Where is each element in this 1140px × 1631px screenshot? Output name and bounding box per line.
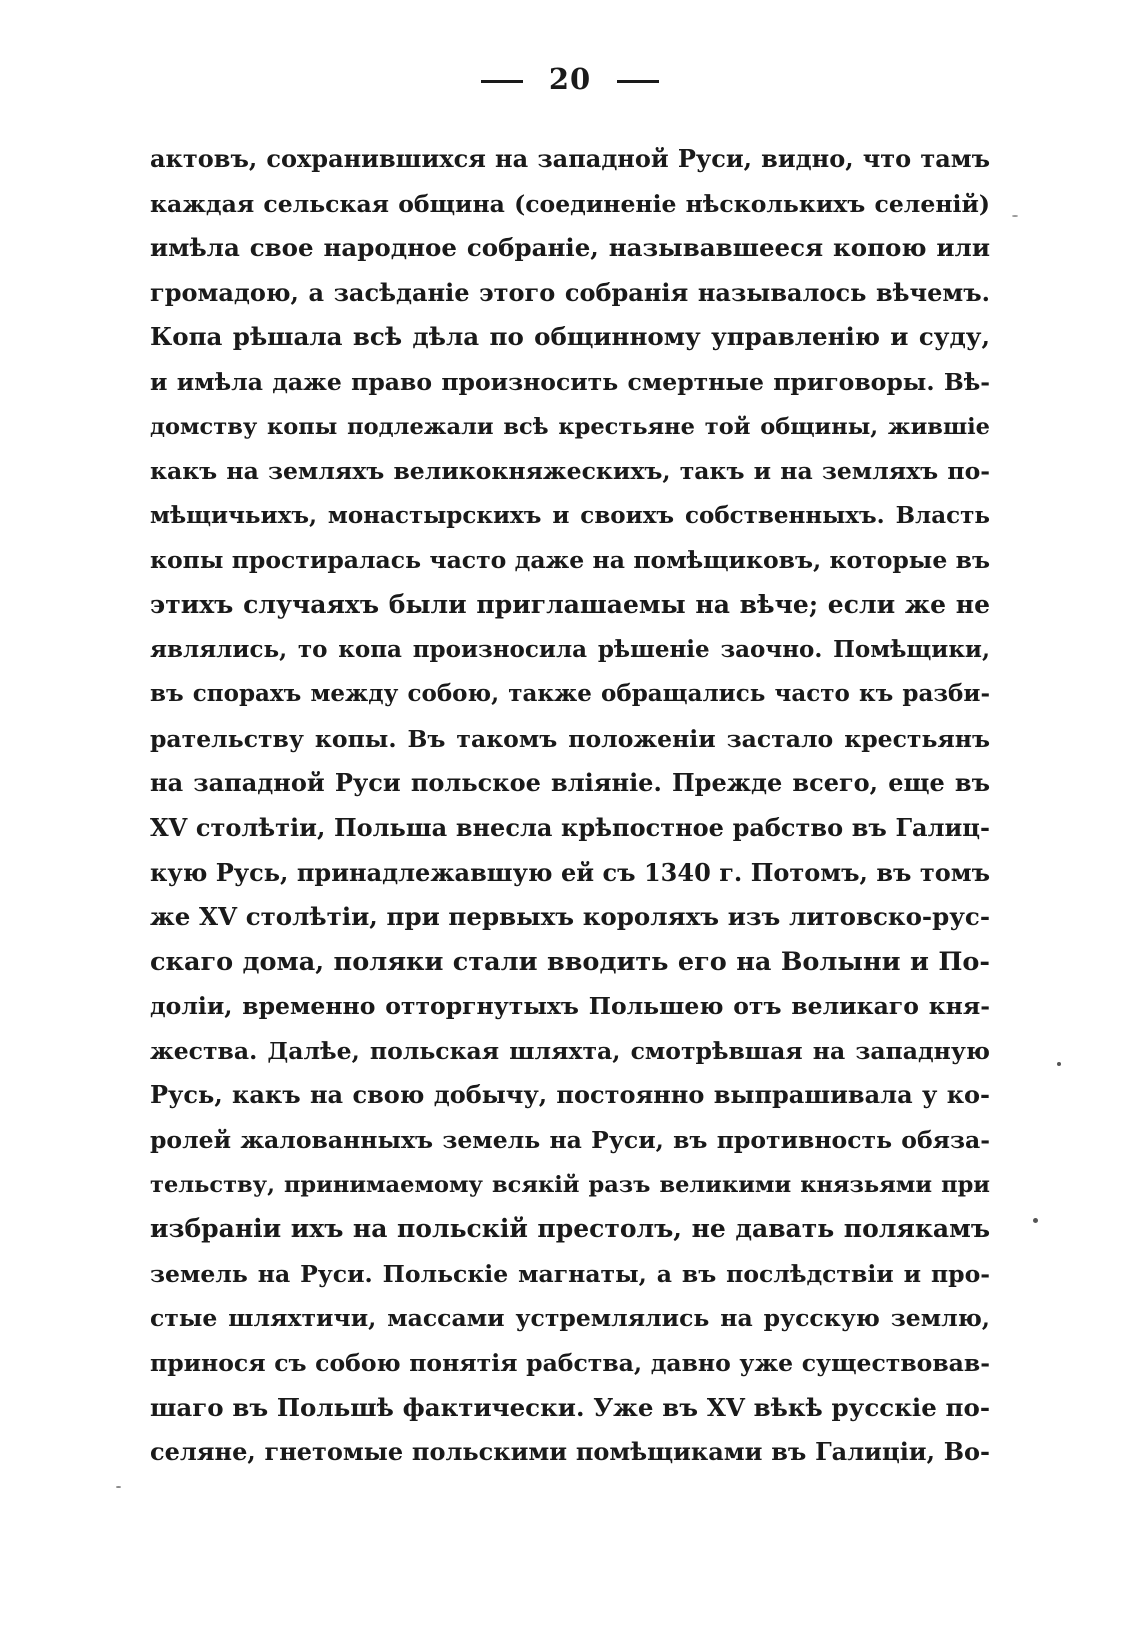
text-line: жества. Далѣе, польская шляхта, смотрѣвшая на западную bbox=[150, 1036, 990, 1065]
text-line: избраніи ихъ на польскій престолъ, не давать полякамъ bbox=[150, 1214, 990, 1244]
text-line: имѣла свое народное собраніе, называвшееся копою или bbox=[150, 233, 990, 263]
text-line: Копа рѣшала всѣ дѣла по общинному управленію и суду, bbox=[150, 322, 990, 352]
text-line: являлись, то копа произносила рѣшеніе заочно. Помѣщики, bbox=[150, 635, 990, 663]
text-line: шаго въ Польшѣ фактически. Уже въ XV вѣкѣ русскіе по- bbox=[150, 1392, 990, 1422]
text-line: XV столѣтіи, Польша внесла крѣпостное рабство въ Галиц- bbox=[150, 812, 990, 842]
text-line: кую Русь, принадлежавшую ей съ 1340 г. Потомъ, въ томъ bbox=[150, 857, 990, 887]
page-number: 20 bbox=[548, 62, 592, 96]
text-line: рательству копы. Въ такомъ положеніи застало крестьянъ bbox=[150, 724, 990, 753]
text-line: домству копы подлежали всѣ крестьяне той общины, жившіе bbox=[150, 413, 990, 440]
text-line: копы простиралась часто даже на помѣщиковъ, которые въ bbox=[150, 546, 990, 575]
body-text bbox=[150, 137, 990, 1475]
text-line: этихъ случаяхъ были приглашаемы на вѣче; если же не bbox=[150, 589, 990, 619]
scan-speck bbox=[1012, 215, 1018, 217]
text-line: ролей жалованныхъ земель на Руси, въ противность обяза- bbox=[150, 1126, 990, 1155]
text-line: каждая сельская община (соединеніе нѣсколькихъ селеній) bbox=[150, 189, 990, 218]
text-line: принося съ собою понятія рабства, давно уже существовав- bbox=[150, 1349, 990, 1378]
page-header bbox=[0, 62, 1140, 96]
text-line: мѣщичьихъ, монастырскихъ и своихъ собственныхъ. Власть bbox=[150, 501, 990, 529]
text-line: актовъ, сохранившихся на западной Руси, видно, что тамъ bbox=[150, 144, 990, 173]
text-line: скаго дома, поляки стали вводить его на Волыни и По- bbox=[150, 946, 990, 977]
text-line: селяне, гнетомые польскими помѣщиками въ Галиціи, Во- bbox=[150, 1437, 990, 1467]
text-line: же XV столѣтіи, при первыхъ короляхъ изъ литовско-рус- bbox=[150, 902, 990, 932]
text-line: земель на Руси. Польскіе магнаты, а въ послѣдствіи и про- bbox=[150, 1259, 990, 1288]
text-line: Русь, какъ на свою добычу, постоянно выпрашивала у ко- bbox=[150, 1080, 990, 1110]
scan-speck bbox=[1057, 1062, 1061, 1066]
text-line: громадою, а засѣданіе этого собранія называлось вѣчемъ. bbox=[150, 277, 990, 307]
scan-speck bbox=[1033, 1218, 1038, 1223]
text-line: тельству, принимаемому всякій разъ великими князьями при bbox=[150, 1171, 990, 1198]
scan-speck bbox=[116, 1486, 121, 1488]
header-dash-left bbox=[481, 80, 523, 83]
text-line: стые шляхтичи, массами устремлялись на русскую землю, bbox=[150, 1304, 990, 1333]
text-line: и имѣла даже право произносить смертные приговоры. Вѣ- bbox=[150, 367, 990, 396]
text-line: на западной Руси польское вліяніе. Прежде всего, еще въ bbox=[150, 768, 990, 798]
text-line: какъ на земляхъ великокняжескихъ, такъ и на земляхъ по- bbox=[150, 457, 990, 486]
header-dash-right bbox=[617, 80, 659, 83]
text-line: въ спорахъ между собою, также обращались часто къ разби- bbox=[150, 680, 990, 708]
text-line: доліи, временно отторгнутыхъ Польшею отъ великаго кня- bbox=[150, 992, 990, 1021]
